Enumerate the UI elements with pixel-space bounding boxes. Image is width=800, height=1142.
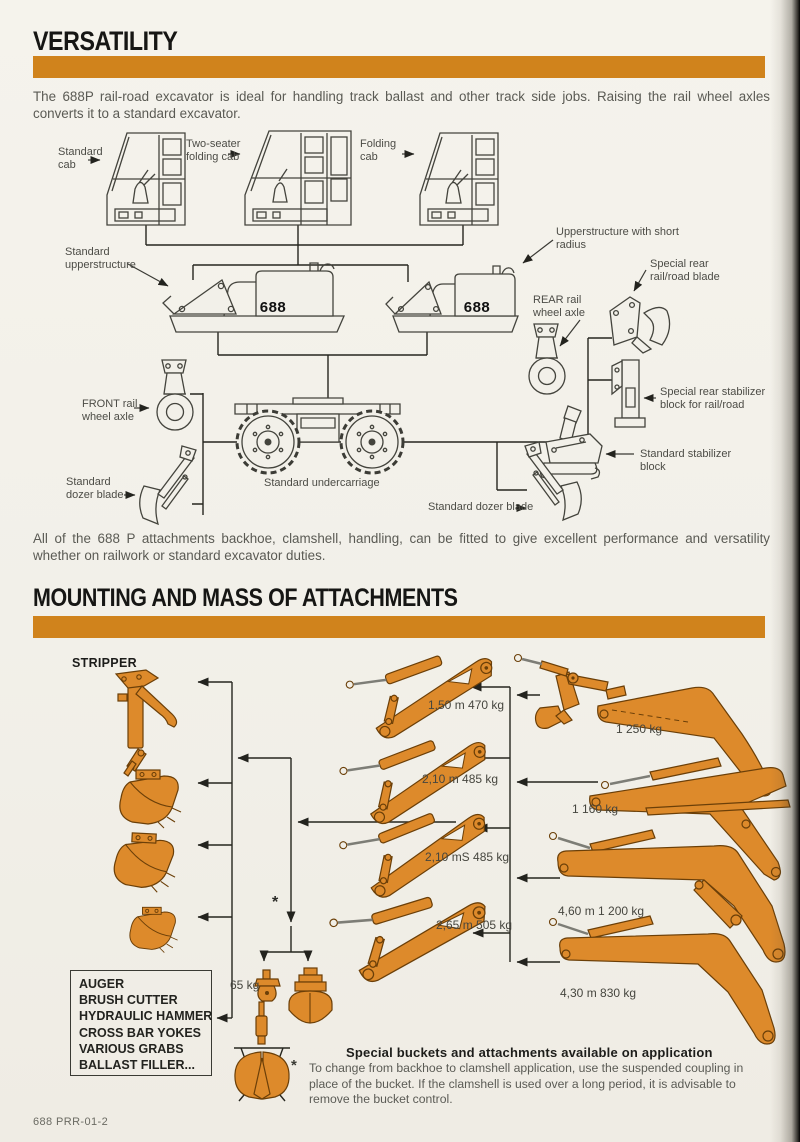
accent-bar-2 [33, 616, 765, 638]
wheel-right [341, 411, 403, 473]
undercarriage-drawing [235, 398, 403, 473]
wheel-left [237, 411, 299, 473]
front-rail-axle-drawing [157, 360, 193, 430]
rear-blade-drawing [610, 297, 670, 353]
stripper-drawing [116, 670, 177, 748]
weight-dipper-210: 2,10 m 485 kg [422, 772, 499, 786]
bucket-medium-drawing [113, 832, 177, 893]
model-badge-2: 688 [463, 299, 491, 316]
short-radius-upperstructure-drawing [386, 266, 518, 332]
label-special-rear-stabilizer: Special rear stabilizer block for rail/road [660, 386, 766, 411]
label-standard-cab: Standard cab [58, 146, 103, 171]
versatility-diagram [0, 130, 800, 530]
two-seater-cab-drawing [245, 131, 351, 225]
weight-dipper-150: 1,50 m 470 kg [428, 698, 505, 712]
weight-boom-1160: 1 160 kg [572, 802, 619, 816]
folding-cab-drawing [420, 133, 498, 225]
label-special-rear-blade: Special rear rail/road blade [650, 258, 720, 283]
weight-boom-1250: 1 250 kg [616, 722, 663, 736]
weight-coupling: 65 kg [230, 978, 260, 992]
clamshell-drawing [234, 1002, 290, 1101]
branch-asterisk: * [272, 894, 279, 911]
rear-rail-axle-drawing [529, 324, 565, 394]
list-item: BRUSH CUTTER [79, 993, 178, 1008]
label-rear-rail-axle: REAR rail wheel axle [533, 294, 585, 319]
grab-bucket-drawing [289, 968, 332, 1023]
accent-bar-1 [33, 56, 765, 78]
label-upperstructure-short-radius: Upperstructure with short radius [556, 226, 679, 251]
bucket-large-drawing [120, 770, 181, 828]
weight-boom-460: 4,60 m 1 200 kg [558, 904, 645, 918]
label-standard-undercarriage: Standard undercarriage [264, 477, 380, 489]
label-standard-upperstructure: Standard upperstructure [65, 246, 136, 271]
stripper-label: STRIPPER [72, 656, 137, 670]
list-item: HYDRAULIC HAMMER [79, 1009, 213, 1024]
section2-title: MOUNTING AND MASS OF ATTACHMENTS [33, 584, 458, 612]
dipper-210s-drawing [339, 789, 498, 906]
intro-paragraph: The 688P rail-road excavator is ideal for handling track ballast and other track side jobs. Raising the rail wheel axles converts it to a standard excavator. [33, 89, 770, 121]
page-reference: 688 PRR-01-2 [33, 1116, 109, 1128]
label-standard-stabilizer: Standard stabilizer block [640, 448, 732, 473]
dipper-150-drawing [345, 648, 504, 746]
rail-stabilizer-drawing [612, 360, 645, 427]
weight-boom-430: 4,30 m 830 kg [560, 986, 637, 1000]
label-front-rail-axle: FRONT rail wheel axle [82, 398, 138, 423]
list-item: BALLAST FILLER... [79, 1058, 195, 1073]
label-standard-dozer-blade-left: Standard dozer blade [66, 476, 124, 501]
list-item: VARIOUS GRABS [79, 1041, 184, 1056]
footnote-asterisk: * [291, 1057, 297, 1074]
bucket-small-drawing [130, 907, 178, 952]
section1-title: VERSATILITY [33, 26, 178, 56]
dipper-265-drawing [329, 876, 496, 989]
special-note-title: Special buckets and attachments available on application [346, 1045, 713, 1060]
label-folding-cab: Folding cab [360, 138, 397, 163]
model-badge-1: 688 [259, 299, 287, 316]
other-attachments-list [70, 970, 212, 1076]
standard-upperstructure-drawing [163, 263, 344, 332]
weight-dipper-210s: 2,10 mS 485 kg [425, 850, 510, 864]
weight-dipper-265: 2,65 m 505 kg [436, 918, 513, 932]
list-item: CROSS BAR YOKES [79, 1025, 202, 1040]
footnote-text: To change from backhoe to clamshell application, use the suspended coupling in place of the bucket. If the clamshell is used over a long period, it is advisable to remove the bucket control. [309, 1061, 744, 1106]
outro-paragraph: All of the 688 P attachments backhoe, clamshell, handling, can be fitted to give excellent performance and versatility whether on railwork or standard excavator duties. [33, 531, 770, 563]
label-standard-dozer-blade-bottom: Standard dozer blade [428, 501, 534, 513]
attachments-diagram [0, 648, 800, 1108]
standard-stabilizer-drawing [541, 406, 602, 479]
boom-430-drawing [550, 916, 776, 1044]
list-item: AUGER [79, 977, 125, 991]
dozer-blade-left-drawing [140, 446, 196, 524]
label-two-seater-cab: Two-seater folding cab [186, 138, 241, 163]
kingpost-drawing [515, 655, 609, 729]
